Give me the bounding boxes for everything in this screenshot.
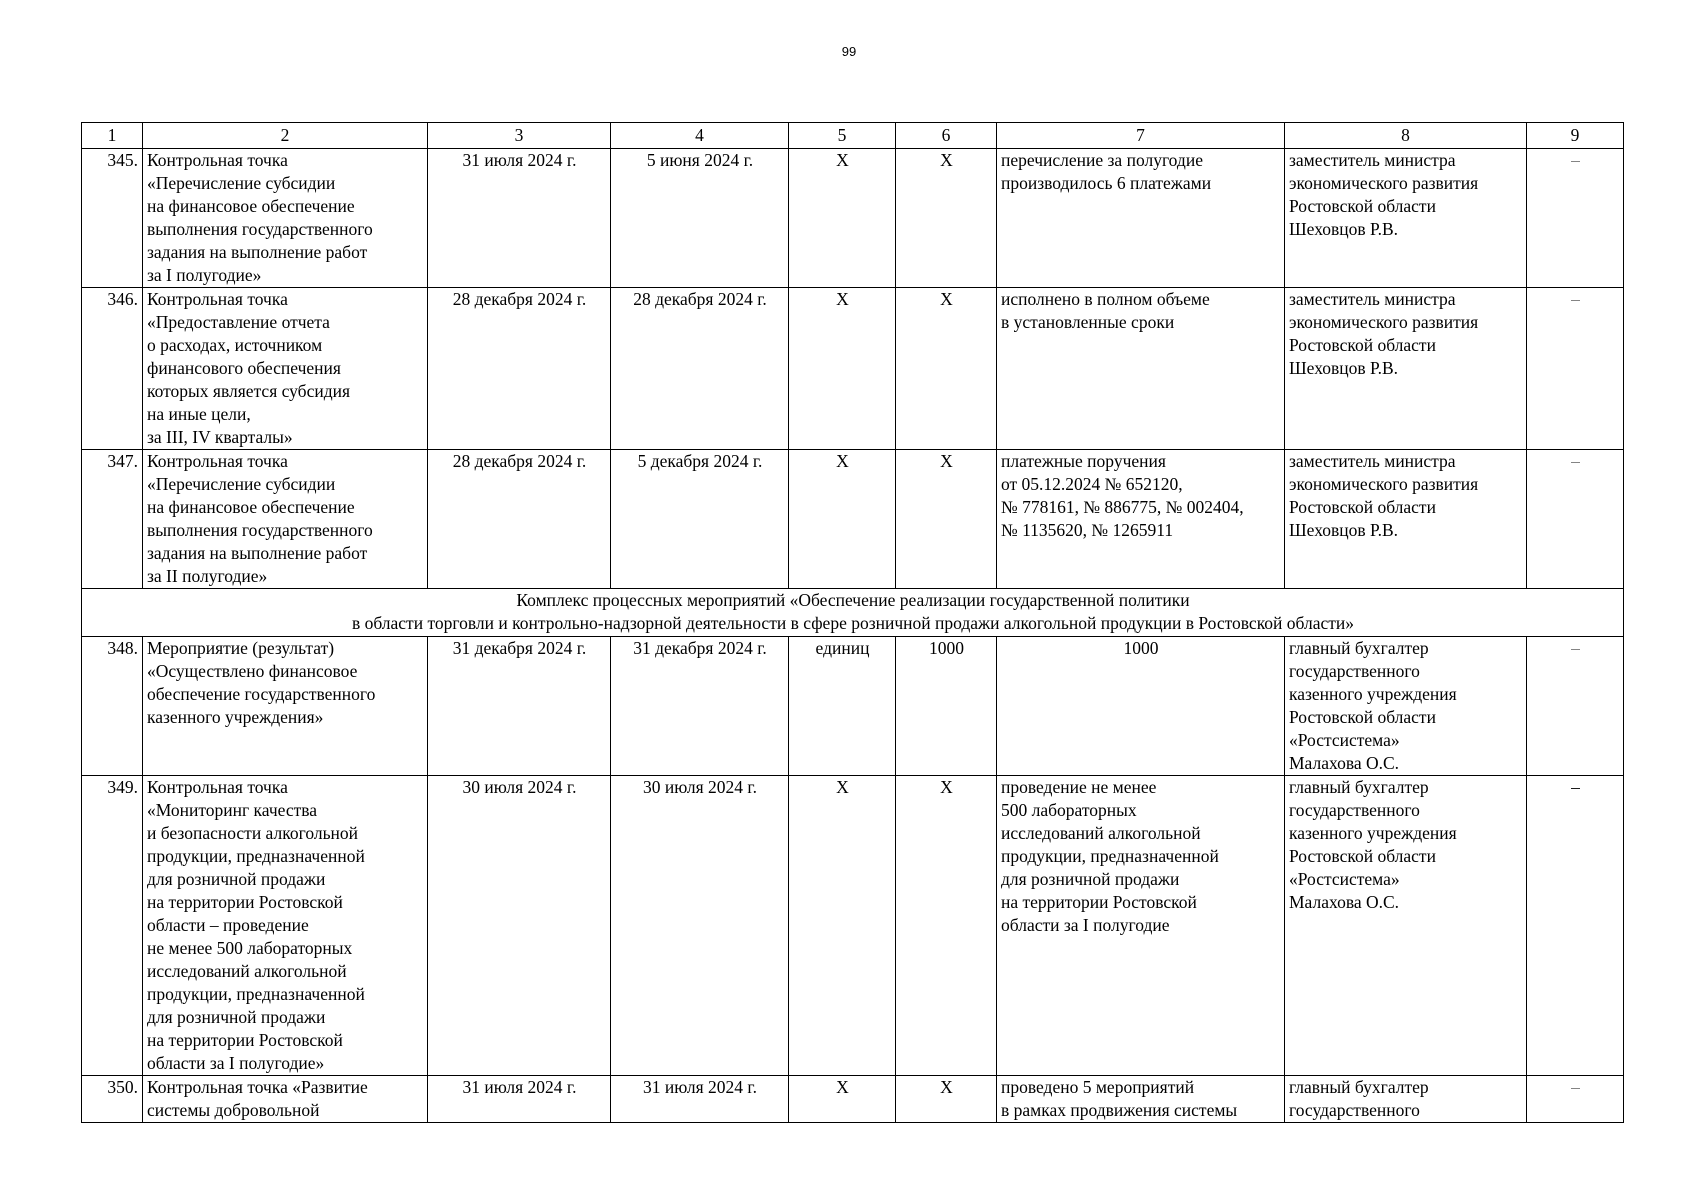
responsible-person: заместитель министра экономического развития Ростовской области Шеховцов Р.В. [1285,450,1527,589]
planned-value: Х [896,288,997,450]
planned-date: 28 декабря 2024 г. [428,288,611,450]
table-row [82,1076,1624,1123]
unit-of-measure: Х [789,1076,896,1123]
planned-date: 30 июля 2024 г. [428,776,611,1076]
header-cell: 6 [896,123,997,149]
header-cell: 9 [1527,123,1624,149]
item-name: Контрольная точка «Предоставление отчета о расходах, источником финансового обеспечения которых является субсидия на иные цели, за III, IV кварталы» [143,288,428,450]
result-description: перечисление за полугодие производилось 6 платежами [997,149,1285,288]
note-dash: – [1527,288,1624,450]
planned-value: 1000 [896,637,997,776]
actual-date: 31 июля 2024 г. [611,1076,789,1123]
item-name: Контрольная точка «Мониторинг качества и безопасности алкогольной продукции, предназначенной для розничной продажи на территории Ростовской области – проведение не менее 500 лабораторных исследований алкогольной продукции, предназначенной для розничной продажи на территории Ростовской области за I полугодие» [143,776,428,1076]
responsible-person: заместитель министра экономического развития Ростовской области Шеховцов Р.В. [1285,288,1527,450]
note-dash: – [1527,149,1624,288]
table-row [82,149,1624,288]
unit-of-measure: Х [789,149,896,288]
row-number: 346. [82,288,143,450]
unit-of-measure: единиц [789,637,896,776]
header-cell: 4 [611,123,789,149]
table-row [82,637,1624,776]
row-number: 345. [82,149,143,288]
actual-date: 5 декабря 2024 г. [611,450,789,589]
section-title: Комплекс процессных мероприятий «Обеспечение реализации государственной политики в области торговли и контрольно-надзорной деятельности в сфере розничной продажи алкогольной продукции в Ростовской области» [82,589,1624,637]
actual-date: 5 июня 2024 г. [611,149,789,288]
actual-date: 28 декабря 2024 г. [611,288,789,450]
header-cell: 2 [143,123,428,149]
responsible-person: главный бухгалтер государственного [1285,1076,1527,1123]
row-number: 348. [82,637,143,776]
unit-of-measure: Х [789,776,896,1076]
unit-of-measure: Х [789,288,896,450]
section-row [82,589,1624,637]
result-description: проведение не менее 500 лабораторных исследований алкогольной продукции, предназначенной для розничной продажи на территории Ростовской области за I полугодие [997,776,1285,1076]
table-row [82,288,1624,450]
note-dash: – [1527,450,1624,589]
header-cell: 7 [997,123,1285,149]
planned-value: Х [896,1076,997,1123]
responsible-person: заместитель министра экономического развития Ростовской области Шеховцов Р.В. [1285,149,1527,288]
note-dash: – [1527,637,1624,776]
result-description: 1000 [997,637,1285,776]
planned-date: 28 декабря 2024 г. [428,450,611,589]
item-name: Контрольная точка «Развитие системы добровольной [143,1076,428,1123]
table-row [82,450,1624,589]
row-number: 347. [82,450,143,589]
actual-date: 31 декабря 2024 г. [611,637,789,776]
table-row [82,776,1624,1076]
item-name: Мероприятие (результат) «Осуществлено финансовое обеспечение государственного казенного учреждения» [143,637,428,776]
planned-value: Х [896,450,997,589]
planned-value: Х [896,149,997,288]
result-description: платежные поручения от 05.12.2024 № 652120, № 778161, № 886775, № 002404, № 1135620, № 1265911 [997,450,1285,589]
result-description: исполнено в полном объеме в установленные сроки [997,288,1285,450]
responsible-person: главный бухгалтер государственного казенного учреждения Ростовской области «Ростсистема» Малахова О.С. [1285,776,1527,1076]
unit-of-measure: Х [789,450,896,589]
planned-date: 31 июля 2024 г. [428,149,611,288]
item-name: Контрольная точка «Перечисление субсидии на финансовое обеспечение выполнения государственного задания на выполнение работ за II полугодие» [143,450,428,589]
result-description: проведено 5 мероприятий в рамках продвижения системы [997,1076,1285,1123]
planned-date: 31 июля 2024 г. [428,1076,611,1123]
note-dash: – [1527,776,1624,1076]
responsible-person: главный бухгалтер государственного казенного учреждения Ростовской области «Ростсистема» Малахова О.С. [1285,637,1527,776]
header-cell: 8 [1285,123,1527,149]
note-dash: – [1527,1076,1624,1123]
column-number-header-row [82,123,1624,149]
page-number: 99 [841,44,857,59]
header-cell: 3 [428,123,611,149]
header-cell: 1 [82,123,143,149]
actual-date: 30 июля 2024 г. [611,776,789,1076]
header-cell: 5 [789,123,896,149]
item-name: Контрольная точка «Перечисление субсидии на финансовое обеспечение выполнения государственного задания на выполнение работ за I полугодие» [143,149,428,288]
planned-value: Х [896,776,997,1076]
report-table [81,122,1624,1123]
row-number: 349. [82,776,143,1076]
row-number: 350. [82,1076,143,1123]
planned-date: 31 декабря 2024 г. [428,637,611,776]
